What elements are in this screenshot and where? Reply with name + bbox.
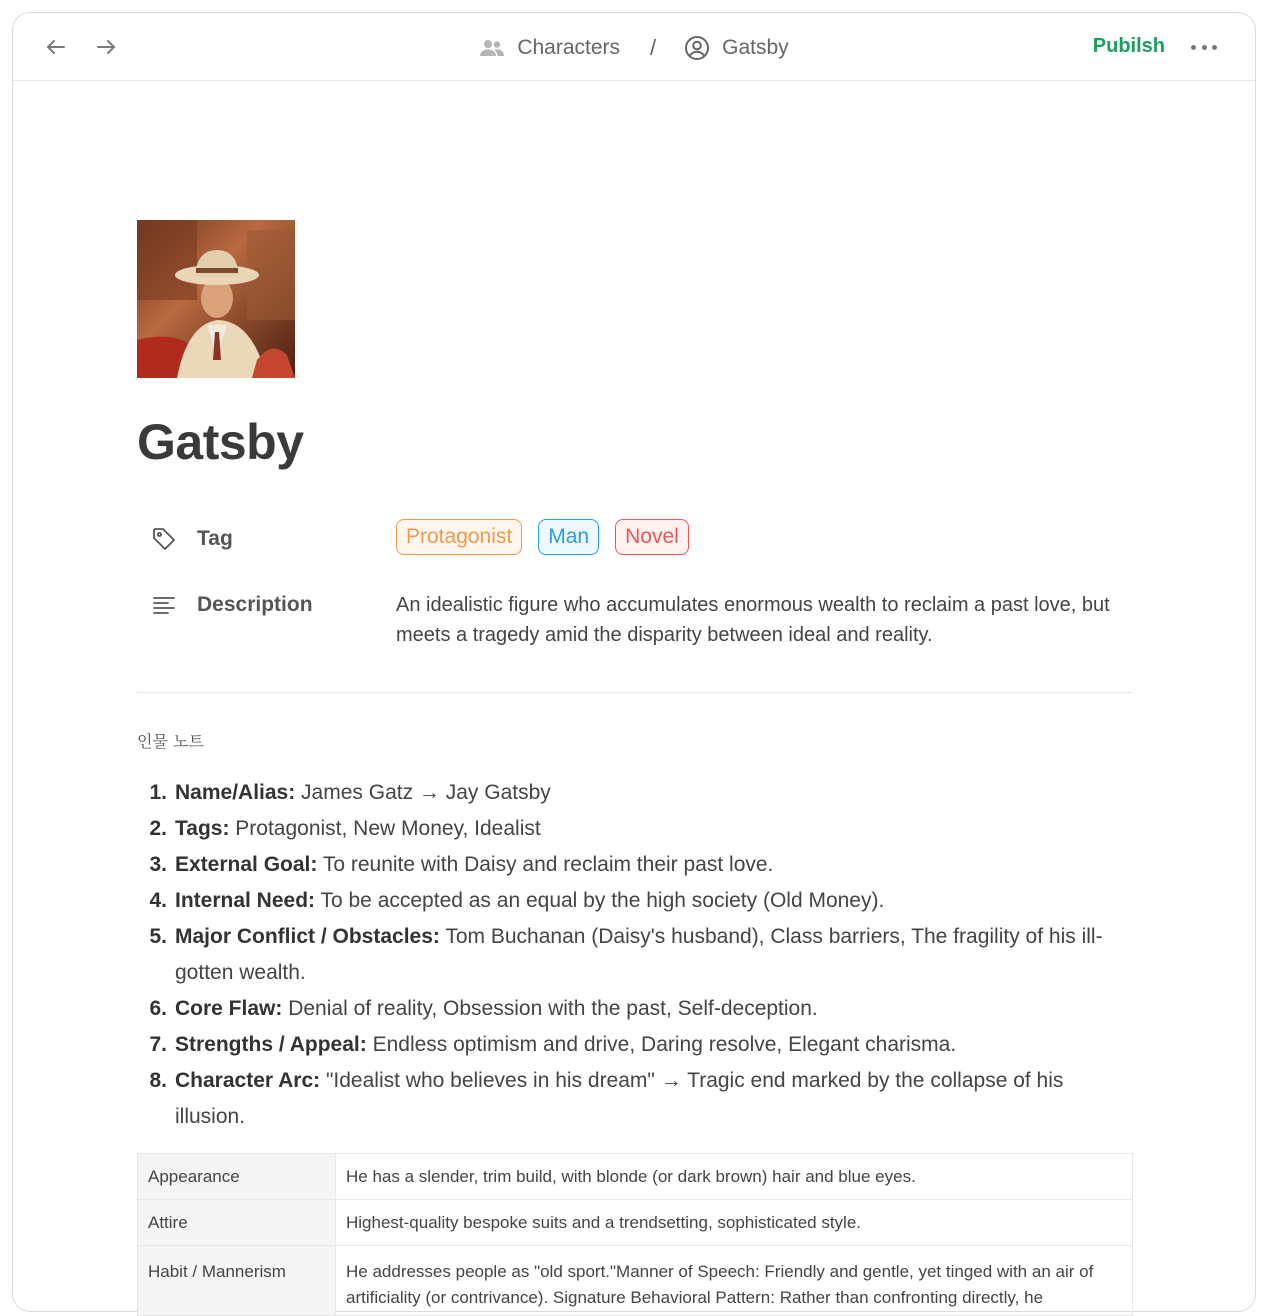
breadcrumb — [13, 33, 1255, 63]
note-key: Character Arc: — [175, 1069, 321, 1092]
people-icon — [479, 38, 505, 58]
table-cell-value[interactable]: He addresses people as "old sport."Manner of Speech: Friendly and gentle, yet tinged with an air of artificiality (or contrivance). Signature Behavioral Pattern: Rather than confronting directly, he — [336, 1246, 1133, 1316]
note-text: To reunite with Daisy and reclaim their past love. — [317, 853, 774, 876]
description-property-label: Description — [197, 593, 313, 616]
list-number: 5. — [149, 925, 167, 948]
page-title[interactable]: Gatsby — [137, 414, 304, 470]
note-text: Tom Buchanan (Daisy's husband), Class barriers, The fragility of his ill-gotten wealth. — [175, 925, 1103, 984]
note-key: Major Conflict / Obstacles: — [175, 925, 440, 948]
publish-button[interactable]: Pubilsh — [1092, 35, 1165, 57]
list-number: 8. — [149, 1069, 167, 1092]
list-number: 1. — [149, 781, 167, 804]
tag-novel[interactable]: Novel — [615, 519, 689, 555]
table-cell-key[interactable]: Habit / Mannerism — [138, 1246, 336, 1316]
list-item — [137, 919, 1127, 991]
breadcrumb-separator: / — [650, 35, 657, 60]
table-cell-key[interactable]: Attire — [138, 1200, 336, 1246]
section-divider — [137, 692, 1133, 693]
tag-list — [396, 519, 689, 555]
breadcrumb-characters[interactable] — [479, 36, 620, 60]
list-item — [137, 775, 1127, 811]
character-portrait-image — [137, 220, 295, 378]
text-lines-icon — [149, 590, 179, 620]
list-item — [137, 847, 1127, 883]
dot-icon — [1212, 45, 1217, 50]
note-key: External Goal: — [175, 853, 318, 876]
more-options-button[interactable] — [1191, 37, 1217, 57]
notes-section-title: 인물 노트 — [137, 732, 204, 751]
list-item — [137, 883, 1127, 919]
breadcrumb-characters-label: Characters — [517, 36, 621, 59]
note-text: Protagonist, New Money, Idealist — [229, 817, 541, 840]
tag-property-label: Tag — [197, 527, 233, 550]
description-property-row — [149, 589, 313, 621]
table-row — [138, 1154, 1133, 1200]
breadcrumb-gatsby-label: Gatsby — [722, 36, 789, 59]
table-cell-key[interactable]: Appearance — [138, 1154, 336, 1200]
table-row — [138, 1246, 1133, 1316]
note-text: Endless optimism and drive, Daring resolve, Elegant charisma. — [366, 1033, 957, 1056]
note-text: "Idealist who believes in his dream" → Tragic end marked by the collapse of his illusion. — [175, 1069, 1064, 1128]
table-cell-value[interactable]: He has a slender, trim build, with blonde (or dark brown) hair and blue eyes. — [336, 1154, 1133, 1200]
table-row — [138, 1200, 1133, 1246]
breadcrumb-gatsby[interactable] — [684, 35, 789, 61]
tag-protagonist[interactable]: Protagonist — [396, 519, 522, 555]
note-key: Tags: — [175, 817, 230, 840]
list-item — [137, 1063, 1127, 1135]
note-key: Internal Need: — [175, 889, 316, 912]
tag-icon — [149, 524, 179, 554]
user-circle-icon — [684, 35, 710, 61]
list-number: 7. — [149, 1033, 167, 1056]
list-item — [137, 1027, 1127, 1063]
character-avatar[interactable] — [137, 220, 295, 378]
top-bar — [13, 13, 1255, 81]
list-item — [137, 811, 1127, 847]
list-number: 4. — [149, 889, 167, 912]
note-key: Strengths / Appeal: — [175, 1033, 367, 1056]
list-item — [137, 991, 1127, 1027]
note-key: Name/Alias: — [175, 781, 296, 804]
table-cell-value[interactable]: Highest-quality bespoke suits and a trendsetting, sophisticated style. — [336, 1200, 1133, 1246]
note-key: Core Flaw: — [175, 997, 283, 1020]
list-number: 6. — [149, 997, 167, 1020]
list-number: 2. — [149, 817, 167, 840]
app-window — [12, 12, 1256, 1312]
dot-icon — [1202, 45, 1207, 50]
tag-man[interactable]: Man — [538, 519, 599, 555]
tag-property-row — [149, 523, 233, 555]
attributes-table — [137, 1153, 1133, 1316]
notes-list[interactable] — [137, 775, 1127, 1135]
note-text: To be accepted as an equal by the high society (Old Money). — [315, 889, 885, 912]
list-number: 3. — [149, 853, 167, 876]
note-text: Denial of reality, Obsession with the past, Self-deception. — [282, 997, 818, 1020]
dot-icon — [1191, 45, 1196, 50]
description-value[interactable]: An idealistic figure who accumulates enormous wealth to reclaim a past love, but meets a tragedy amid the disparity between ideal and reality. — [396, 594, 1110, 646]
note-text: James Gatz → Jay Gatsby — [295, 781, 551, 804]
